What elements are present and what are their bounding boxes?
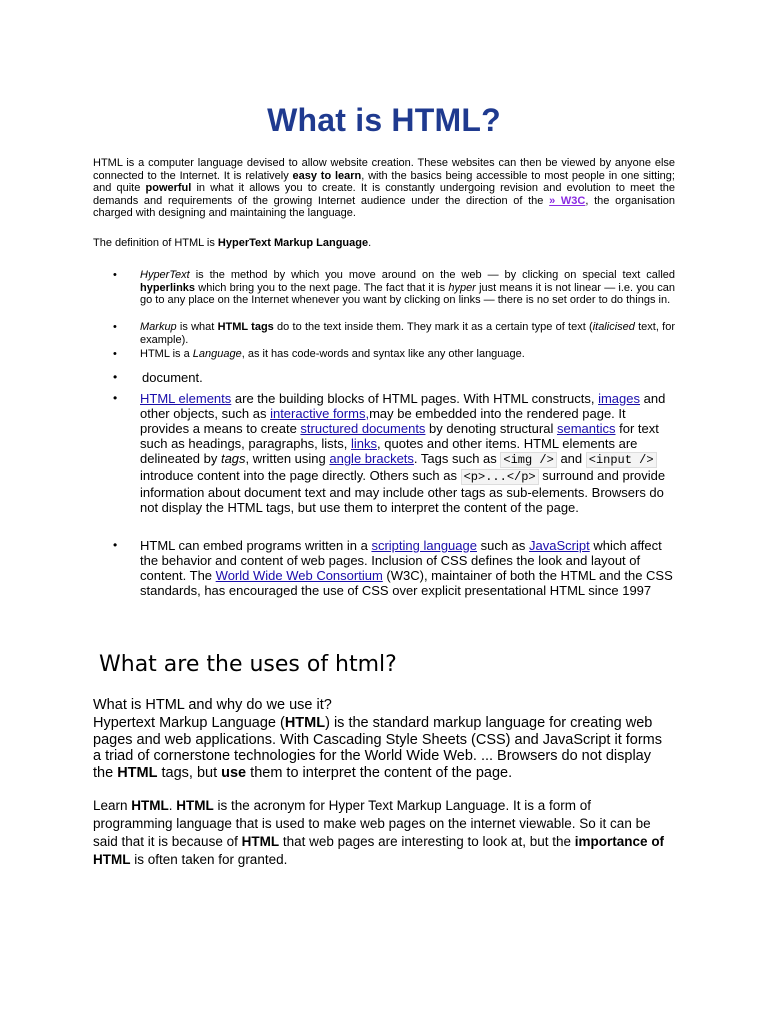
structured-documents-link[interactable]: structured documents [300,421,426,436]
bullet-icon: • [113,370,118,384]
definition-paragraph: The definition of HTML is HyperText Markup Language. [93,237,372,249]
w3c-link[interactable]: » W3C [549,194,586,207]
images-link[interactable]: images [598,391,640,406]
html-elements-link[interactable]: HTML elements [140,391,232,406]
javascript-link[interactable]: JavaScript [529,538,590,553]
section-heading: What are the uses of html? [99,652,397,677]
html-definition-paragraph: Hypertext Markup Language (HTML) is the standard markup language for creating web pages and web applications. With Cascading Style Sheets (CSS) and JavaScript it forms a triad of cornerstone technologies for the World Wide Web. ... Browsers do not display the HTML tags, but use them to interpret the content of the page. [93,715,662,781]
w3c-consortium-link[interactable]: World Wide Web Consortium [215,568,383,583]
page-title: What is HTML? [267,102,501,138]
learn-html-paragraph: Learn HTML. HTML is the acronym for Hyper Text Markup Language. It is a form of programming language that is used to make web pages on the internet viewable. So it can be said that it is because of HTML that web pages are interesting to look at, but the importance of HTML is often taken for granted. [93,798,665,867]
links-link[interactable]: links [351,436,378,451]
scripting-language-link[interactable]: scripting language [371,538,477,553]
interactive-forms-link[interactable]: interactive forms, [270,406,370,421]
semantics-link[interactable]: semantics [556,421,616,436]
section-question: What is HTML and why do we use it? [93,697,332,713]
angle-brackets-link[interactable]: angle brackets [329,451,414,466]
bullet-icon: • [113,348,117,360]
code-input-tag: <input /> [586,452,657,468]
code-img-tag: <img /> [500,452,556,468]
code-p-tag: <p>...</p> [461,469,539,485]
bullet-icon: • [113,391,118,405]
bullet-icon: • [113,538,118,552]
intro-paragraph: HTML is a computer language devised to allow website creation. These websites can then be viewed by anyone else connected to the Internet. It is relatively easy to learn, with the basics being accessible to most people in one sitting; and quite powerful in what it allows you to create. It is constantly undergoing revision and evolution to meet the demands and requirements of the growing Internet audience under the direction of the » W3C, the organisation charged with designing and maintaining the language. [93,157,676,220]
bullet-icon: • [113,269,117,281]
bullet-icon: • [113,321,117,333]
